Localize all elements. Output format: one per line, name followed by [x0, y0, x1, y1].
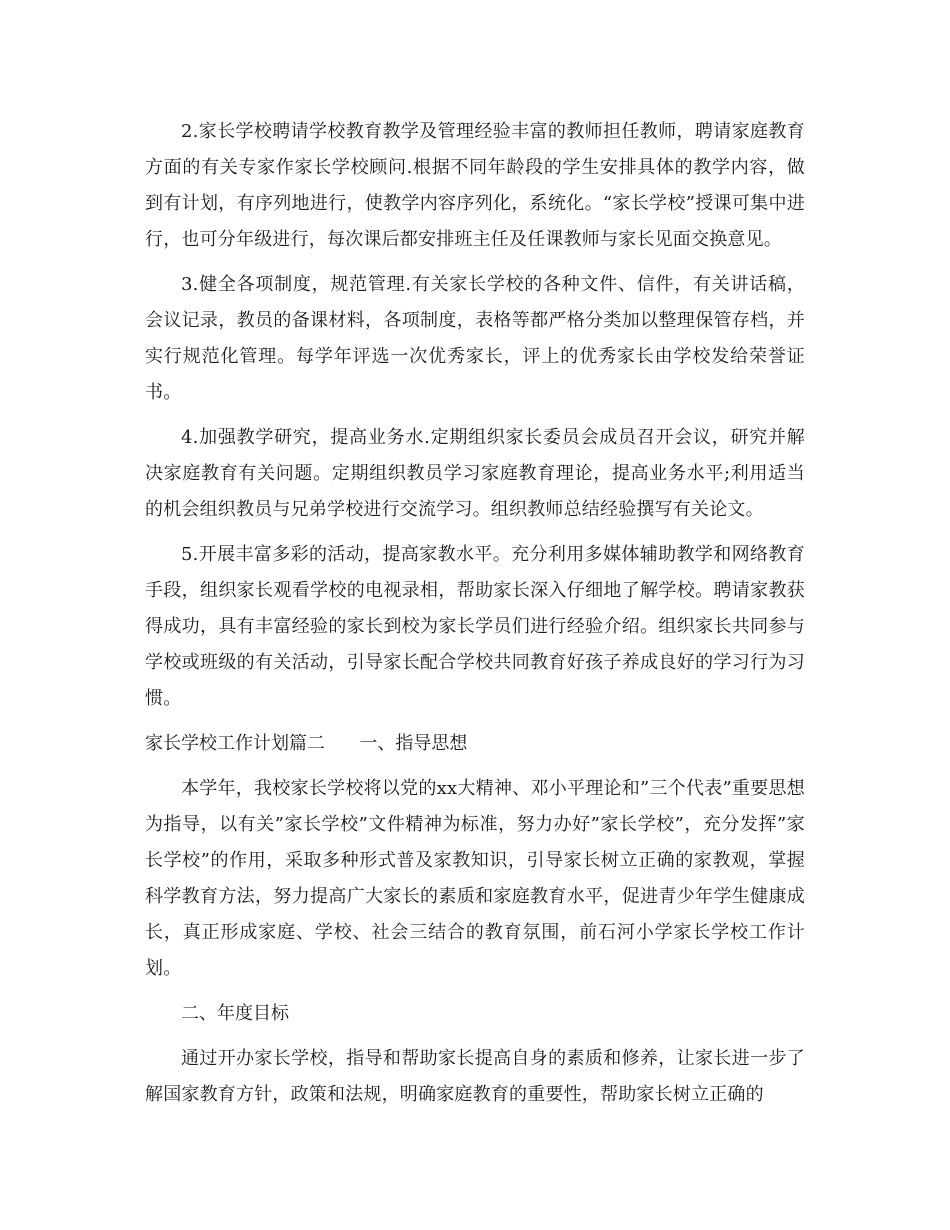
subheading-annual-goals: 二、年度目标 — [181, 1003, 289, 1024]
document-page — [145, 114, 805, 1122]
paragraph-item-2: 2.家长学校聘请学校教育教学及管理经验丰富的教师担任教师，聘请家庭教育方面的有关专家作家长学校顾问.根据不同年龄段的学生安排具体的教学内容，做到有计划，有序列地进行，使教学内容序列化，系统化。“家长学校”授课可集中进行，也可分年级进行，每次课后都安排班主任及任课教师与家长见面交换意见。 — [145, 121, 805, 250]
section-heading-plan-two: 家长学校工作计划篇二 一、指导思想 — [145, 733, 468, 754]
paragraph-item-3: 3.健全各项制度，规范管理.有关家长学校的各种文件、信件，有关讲话稿，会议记录，教员的备课材料，各项制度，表格等都严格分类加以整理保管存档，并实行规范化管理。每学年评选一次优秀家长，评上的优秀家长由学校发给荣誉证书。 — [145, 274, 805, 403]
paragraph-guiding-thought: 本学年，我校家长学校将以党的xx大精神、邓小平理论和”三个代表”重要思想为指导，以有关”家长学校”文件精神为标准，努力办好”家长学校”，充分发挥”家长学校”的作用，采取多种形式普及家教知识，引导家长树立正确的家教观，掌握科学教育方法，努力提高广大家长的素质和家庭教育水平，促进青少年学生健康成长，真正形成家庭、学校、社会三结合的教育氛围，前石河小学家长学校工作计划。 — [145, 778, 805, 979]
paragraph-item-5: 5.开展丰富多彩的活动，提高家教水平。充分利用多媒体辅助教学和网络教育手段，组织家长观看学校的电视录相，帮助家长深入仔细地了解学校。聘请家教获得成功，具有丰富经验的家长到校为家长学员们进行经验介绍。组织家长共同参与学校或班级的有关活动，引导家长配合学校共同教育好孩子养成良好的学习行为习惯。 — [145, 544, 805, 709]
paragraph-annual-goals: 通过开办家长学校，指导和帮助家长提高自身的素质和修养，让家长进一步了解国家教育方针，政策和法规，明确家庭教育的重要性，帮助家长树立正确的 — [145, 1048, 805, 1105]
paragraph-item-4: 4.加强教学研究，提高业务水.定期组织家长委员会成员召开会议，研究并解决家庭教育有关问题。定期组织教员学习家庭教育理论，提高业务水平;利用适当的机会组织教员与兄弟学校进行交流学习。组织教师总结经验撰写有关论文。 — [145, 427, 805, 520]
